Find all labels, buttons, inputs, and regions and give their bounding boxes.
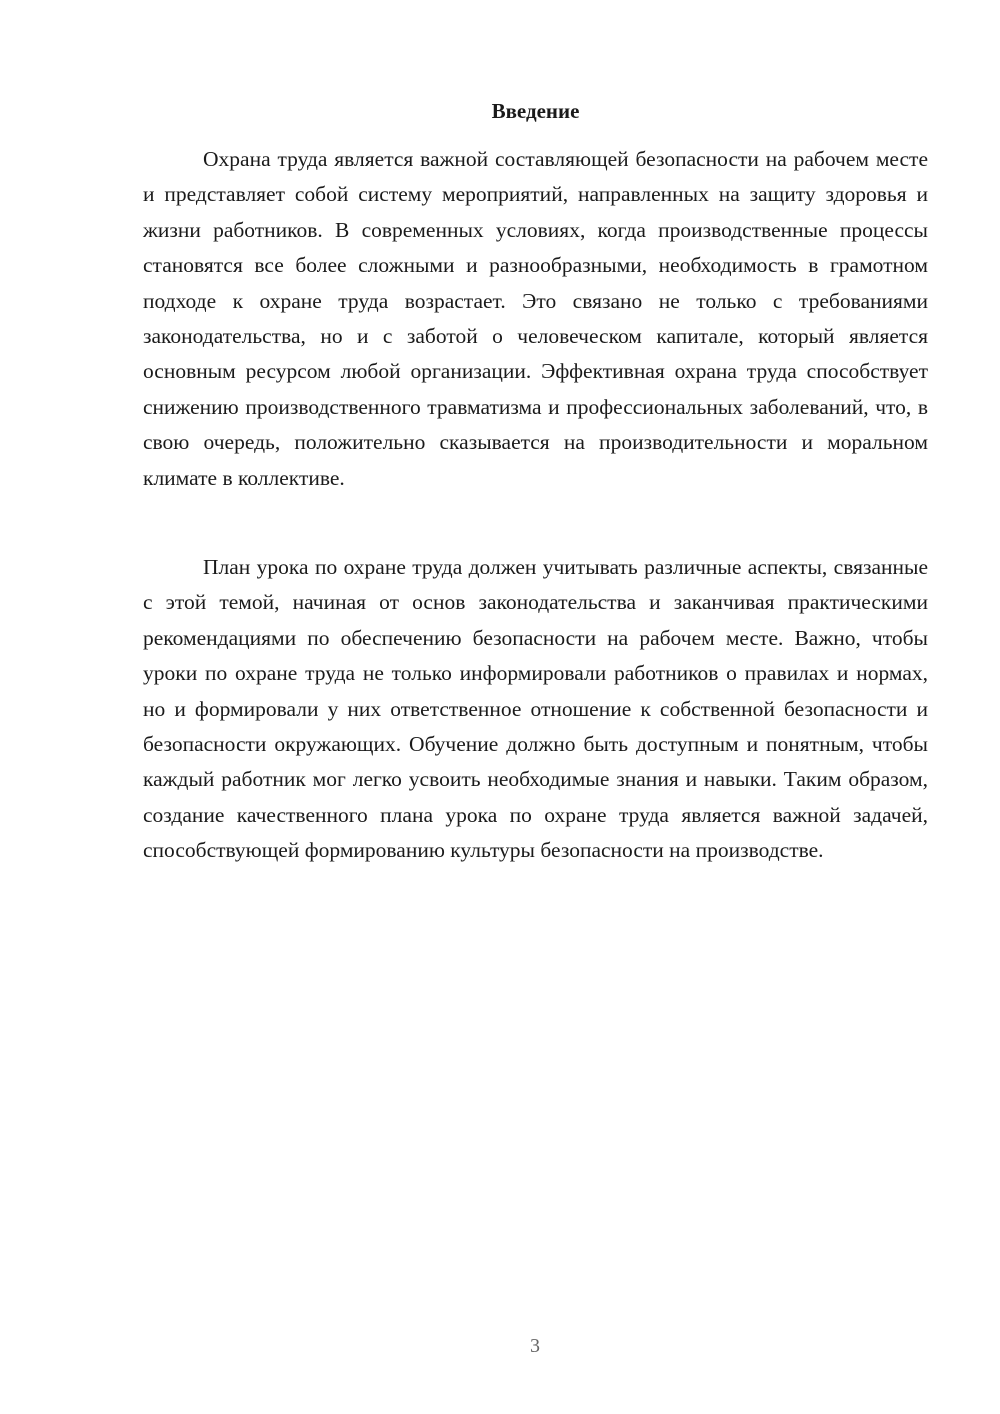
paragraph-2: План урока по охране труда должен учитывать различные аспекты, связанные с этой темой, начиная от основ законодательства и заканчивая практическими рекомендациями по обеспечению безопасности на рабочем месте. Важно, чтобы уроки по охране труда не только информировали работников о правилах и нормах, но и формировали у них ответственное отношение к собственной безопасности и безопасности окружающих. Обучение должно быть доступным и понятным, чтобы каждый работник мог легко усвоить необходимые знания и навыки. Таким образом, создание качественного плана урока по охране труда является важной задачей, способствующей формированию культуры безопасности на производстве. bbox=[143, 555, 928, 863]
paragraph-1: Охрана труда является важной составляющей безопасности на рабочем месте и представляет собой систему мероприятий, направленных на защиту здоровья и жизни работников. В современных условиях, когда производственные процессы становятся все более сложными и разнообразными, необходимость в грамотном подходе к охране труда возрастает. Это связано не только с требованиями законодательства, но и с заботой о человеческом капитале, который является основным ресурсом любой организации. Эффективная охрана труда способствует снижению производственного травматизма и профессиональных заболеваний, что, в свою очередь, положительно сказывается на производительности и моральном климате в коллективе. bbox=[143, 147, 928, 490]
page-number: 3 bbox=[530, 1335, 540, 1357]
section-heading: Введение bbox=[491, 99, 580, 123]
